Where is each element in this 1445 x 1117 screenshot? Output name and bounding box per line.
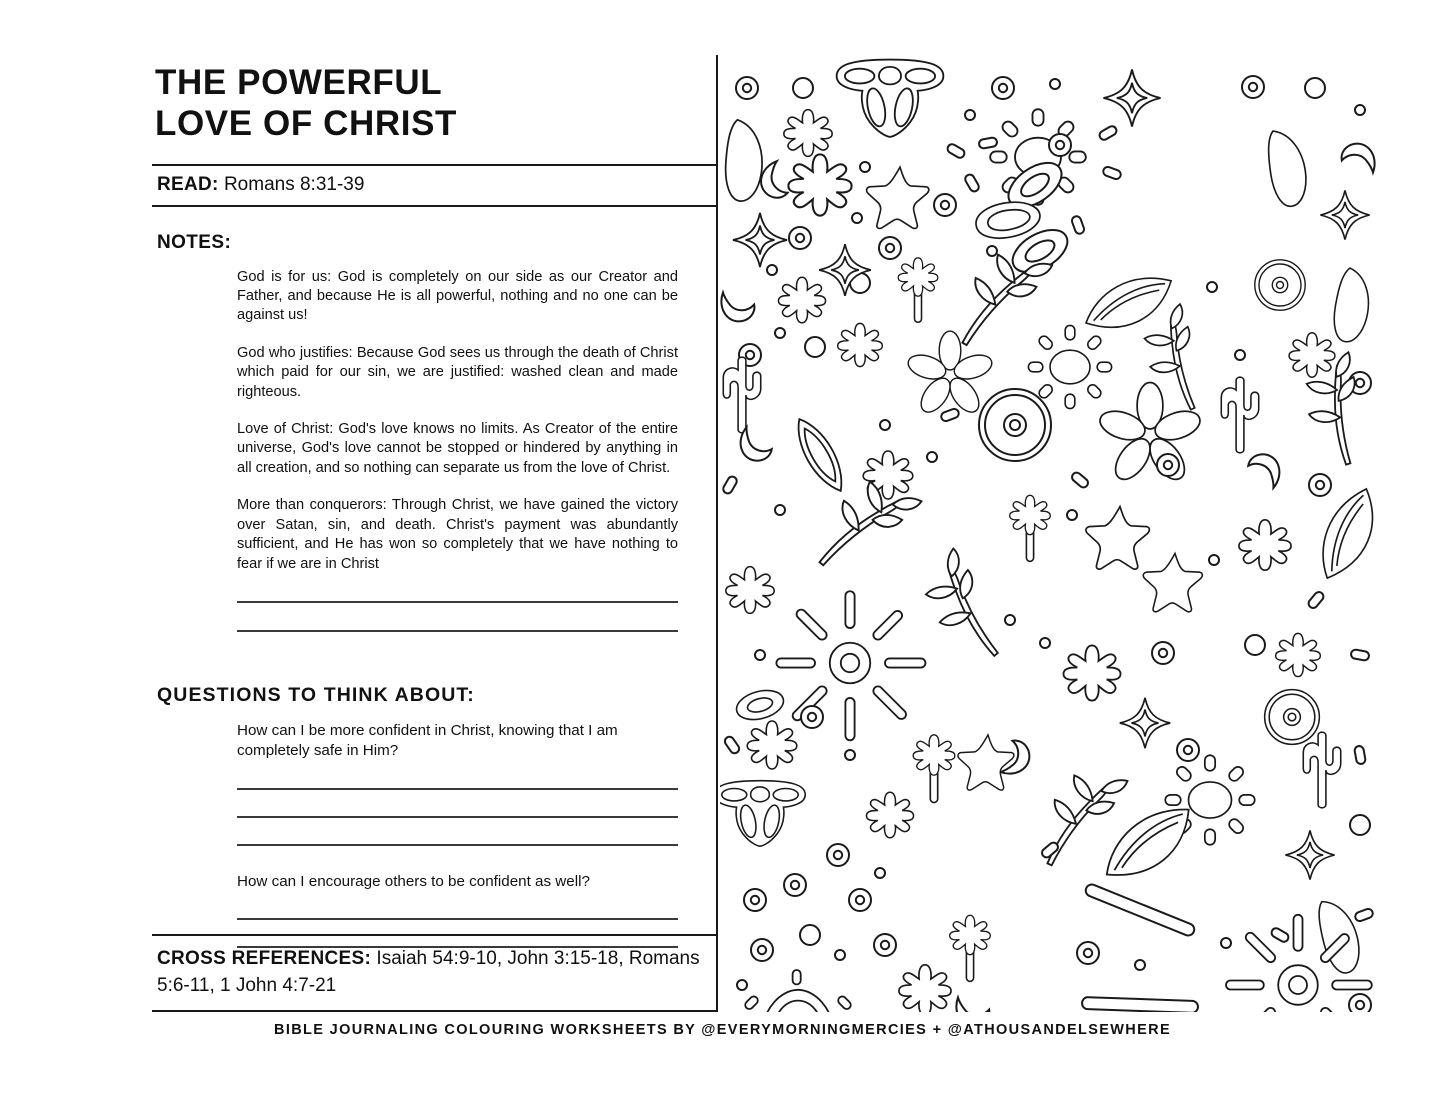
note-paragraph: Love of Christ: God's love knows no limits. As Creator of the entire universe, God's love cannot be stopped or hindered by anything in all creation, and so nothing can separate us from the love of Christ. bbox=[237, 421, 678, 476]
notes-heading: NOTES: bbox=[157, 231, 232, 253]
writing-line[interactable] bbox=[237, 816, 678, 818]
read-label: READ: bbox=[157, 173, 219, 195]
question-item-2: How can I encourage others to be confident as well? bbox=[237, 872, 590, 890]
cross-references-box bbox=[152, 934, 716, 1012]
read-reference-row bbox=[152, 164, 716, 207]
doodle-pattern-icon bbox=[720, 55, 1380, 1012]
read-value: Romans 8:31-39 bbox=[223, 173, 365, 195]
writing-line[interactable] bbox=[237, 918, 678, 920]
writing-line[interactable] bbox=[237, 844, 678, 846]
note-paragraph: God who justifies: Because God sees us through the death of Christ which paid for our sin, we are justified: washed clean and made righteous. bbox=[237, 344, 678, 400]
questions-heading: QUESTIONS TO THINK ABOUT: bbox=[157, 683, 475, 706]
question-1-writing-lines[interactable] bbox=[152, 788, 716, 846]
doodle-pattern-panel bbox=[720, 55, 1380, 1012]
page-title bbox=[152, 55, 716, 145]
footer-credit: BIBLE JOURNALING COLOURING WORKSHEETS BY @EVERYMORNINGMERCIES + @ATHOUSANDELSEWHERE bbox=[274, 1022, 1171, 1038]
writing-line[interactable] bbox=[237, 788, 678, 790]
cross-references bbox=[157, 945, 712, 1000]
question-item-1: How can I be more confident in Christ, knowing that I am completely safe in Him? bbox=[237, 721, 618, 760]
cross-references-value: Isaiah 54:9-10, John 3:15-18, Romans 5:6-11, 1 John 4:7-21 bbox=[157, 947, 700, 997]
worksheet-left-column bbox=[152, 55, 718, 1012]
writing-line[interactable] bbox=[237, 601, 678, 603]
notes-body bbox=[152, 268, 716, 574]
notes-writing-lines[interactable] bbox=[152, 601, 716, 632]
writing-line[interactable] bbox=[237, 630, 678, 632]
page-title-line-1: THE POWERFUL bbox=[155, 63, 443, 102]
note-paragraph: More than conquerors: Through Christ, we have gained the victory over Satan, sin, and death. Christ's payment was abundantly sufficient, and He has won so completely that we have nothing to fear if we are in Christ bbox=[237, 497, 678, 572]
cross-references-label: CROSS REFERENCES: bbox=[157, 947, 372, 969]
page-title-line-2: LOVE OF CHRIST bbox=[155, 103, 458, 143]
note-paragraph: God is for us: God is completely on our side as our Creator and Father, and because He is all powerful, nothing and no one can be against us! bbox=[237, 268, 678, 324]
